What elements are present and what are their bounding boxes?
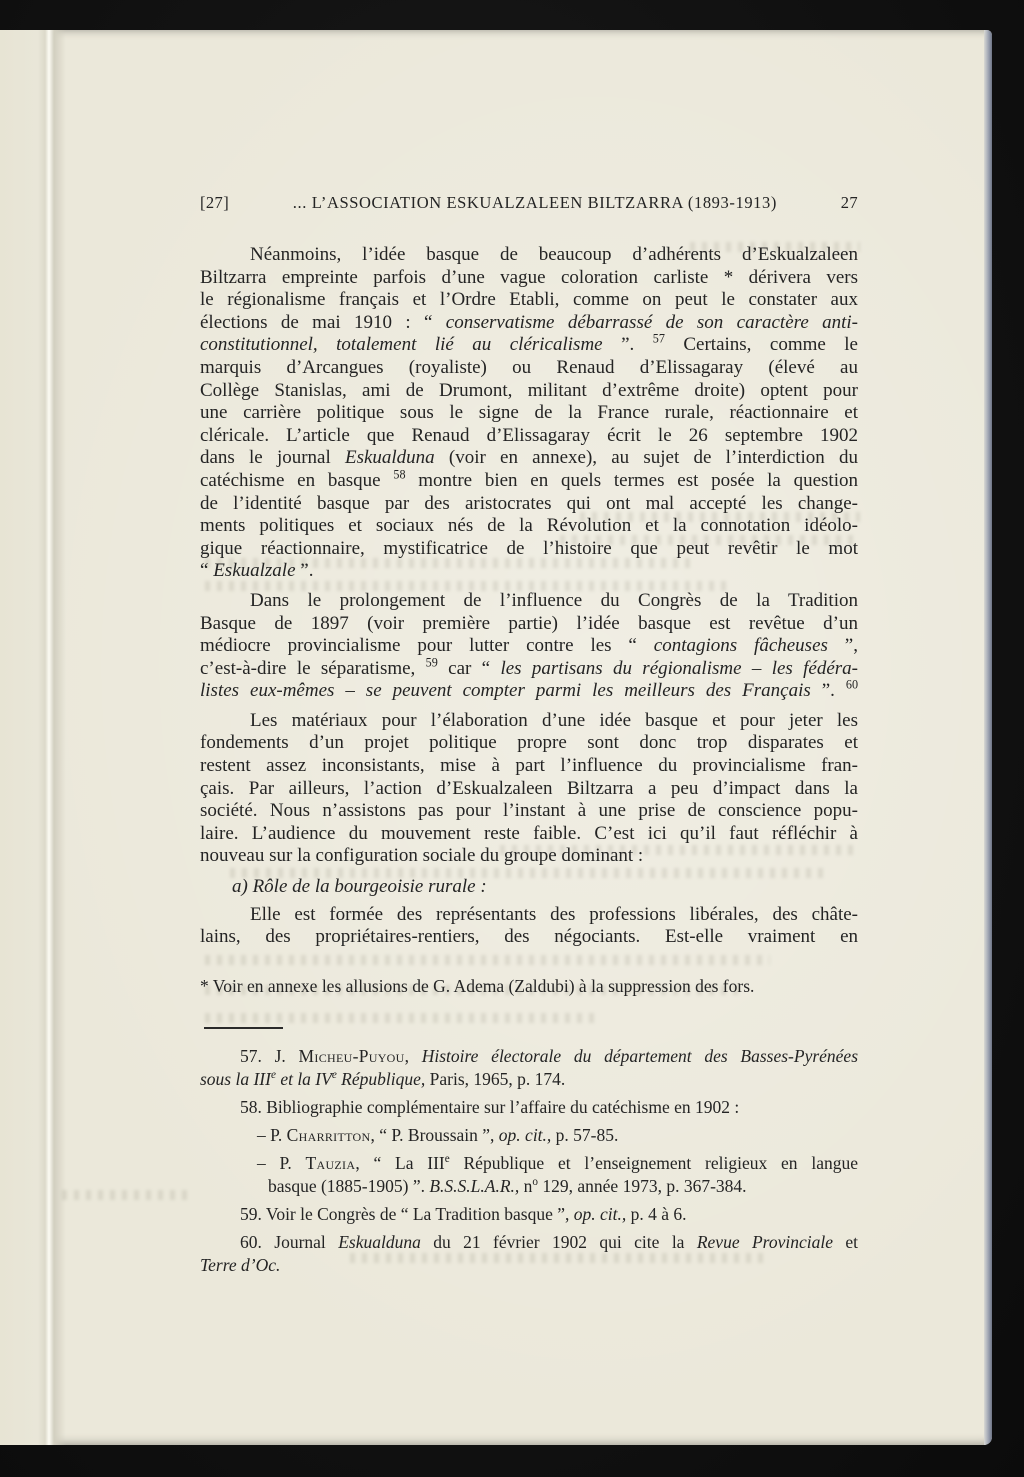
- text-line: çais. Par ailleurs, l’action d’Eskualzaleen Biltzarra a peu d’impact dans la: [200, 777, 858, 799]
- text-line: constitutionnel, totalement lié au cléricalisme ”. $^{57}$ Certains, comme le: [200, 332, 858, 356]
- footnote-57: [200, 1045, 858, 1091]
- paragraph: [200, 244, 858, 583]
- running-title: ... L’ASSOCIATION ESKUALZALEEN BILTZARRA (1893-1913): [292, 193, 777, 212]
- text-line: gique réactionnaire, mystificatrice de l’histoire que peut revêtir le mot: [200, 537, 858, 559]
- text-line: nouveau sur la configuration sociale du groupe dominant :: [200, 845, 644, 867]
- asterisk-footnote: [200, 975, 858, 997]
- text-line: 58. Bibliographie complémentaire sur l’affaire du catéchisme en 1902 :: [240, 1096, 740, 1117]
- text-block: [200, 193, 858, 1277]
- text-line: basque (1885-1905) ”. B.S.S.L.A.R., $n^o$ 129, année 1973, p. 367-384.: [268, 1175, 747, 1196]
- text-line: Basque de 1897 (voir première partie) l’idée basque est revêtue d’un: [200, 612, 858, 634]
- page-block-edge: [984, 30, 992, 1445]
- text-line: élections de mai 1910 : “ conservatisme débarrassé de son caractère anti-: [200, 311, 858, 333]
- footnote-separator-rule: [204, 1027, 283, 1029]
- text-line: de l’identité basque par des aristocrates qui ont mal accepté les change-: [200, 492, 858, 514]
- section-heading: [200, 876, 858, 899]
- paragraph: [200, 710, 858, 868]
- text-line: listes eux-mêmes – se peuvent compter parmi les meilleurs des Français ”. $^{60}$: [200, 677, 859, 702]
- text-line: 59. Voir le Congrès de “ La Tradition basque ”, op. cit., p. 4 à 6.: [240, 1203, 687, 1224]
- page-number: 27: [840, 193, 858, 212]
- text-line: Dans le prolongement de l’influence du Congrès de la Tradition: [250, 589, 858, 611]
- body-text: [200, 244, 858, 949]
- text-line: * Voir en annexe les allusions de G. Adema (Zaldubi) à la suppression des fors.: [200, 975, 755, 996]
- footnotes: [200, 1045, 858, 1277]
- text-line: “ Eskualzale ”.: [200, 560, 314, 582]
- paragraph: [200, 590, 858, 703]
- text-line: cléricale. L’article que Renaud d’Elissagaray écrit le 26 septembre 1902: [200, 424, 858, 446]
- footnote-58: [200, 1096, 858, 1119]
- text-line: laire. L’audience du mouvement reste faible. C’est ici qu’il faut réfléchir à: [200, 822, 858, 844]
- text-line: restent assez inconsistants, mise à part l’influence du provincialisme fran-: [200, 755, 858, 777]
- running-header: [200, 193, 858, 213]
- footnote-59: [200, 1203, 858, 1226]
- bleed-through-text: [62, 1190, 190, 1200]
- gutter-crease: [0, 30, 66, 1445]
- text-line: lains, des propriétaires-rentiers, des négociants. Est-elle vraiment en: [200, 926, 858, 948]
- text-line: – P. Charritton, “ P. Broussain ”, op. cit., p. 57-85.: [257, 1124, 619, 1145]
- text-line: a) Rôle de la bourgeoisie rurale :: [232, 876, 487, 898]
- footnote-60: [200, 1231, 858, 1277]
- text-line: Elle est formée des représentants des professions libérales, des châte-: [250, 903, 858, 925]
- text-line: Terre d’Oc.: [200, 1254, 281, 1275]
- text-line: sous la IIIe et la IVe République, Paris, 1965, p. 174.: [200, 1068, 566, 1089]
- book-page: [0, 30, 992, 1445]
- text-line: Biltzarra empreinte parfois d’une vague coloration carliste * dérivera vers: [200, 266, 858, 288]
- text-line: ments politiques et sociaux nés de la Révolution et la connotation idéolo-: [200, 515, 858, 537]
- footnote-58-charritton: [200, 1124, 858, 1147]
- text-line: – P. Tauzia, “ La IIIe République et l’enseignement religieux en langue: [257, 1152, 858, 1173]
- text-line: Collège Stanislas, ami de Drumont, militant d’extrême droite) optent pour: [200, 379, 858, 401]
- text-line: médiocre provincialisme pour lutter contre les “ contagions fâcheuses ”,: [200, 635, 858, 657]
- text-line: Les matériaux pour l’élaboration d’une idée basque et pour jeter les: [250, 709, 858, 731]
- paragraph: [200, 904, 858, 949]
- footnote-58-tauzia: [200, 1152, 858, 1198]
- text-line: fondements d’un projet politique propre sont donc trop disparates et: [200, 732, 858, 754]
- text-line: 57. J. Micheu-Puyou, Histoire électorale du département des Basses-Pyrénées: [240, 1045, 859, 1066]
- text-line: 60. Journal Eskualduna du 21 février 1902 qui cite la Revue Provinciale et: [240, 1231, 858, 1252]
- text-line: c’est-à-dire le séparatisme, $^{59}$ car “ les partisans du régionalisme – les fédéra-: [200, 655, 858, 679]
- text-line: dans le journal Eskualduna (voir en annexe), au sujet de l’interdiction du: [200, 447, 858, 469]
- text-line: le régionalisme français et l’Ordre Etabli, comme on peut le constater aux: [200, 289, 858, 311]
- text-line: marquis d’Arcangues (royaliste) ou Renaud d’Elissagaray (élevé au: [200, 356, 858, 378]
- margin-reference: [27]: [200, 193, 230, 212]
- text-line: une carrière politique sous le signe de la France rurale, réactionnaire et: [200, 402, 858, 424]
- text-line: Néanmoins, l’idée basque de beaucoup d’adhérents d’Eskualzaleen: [250, 244, 858, 265]
- text-line: société. Nous n’assistons pas pour l’instant à une prise de conscience popu-: [200, 800, 858, 822]
- text-line: catéchisme en basque $^{58}$ montre bien en quels termes est posée la question: [200, 467, 858, 491]
